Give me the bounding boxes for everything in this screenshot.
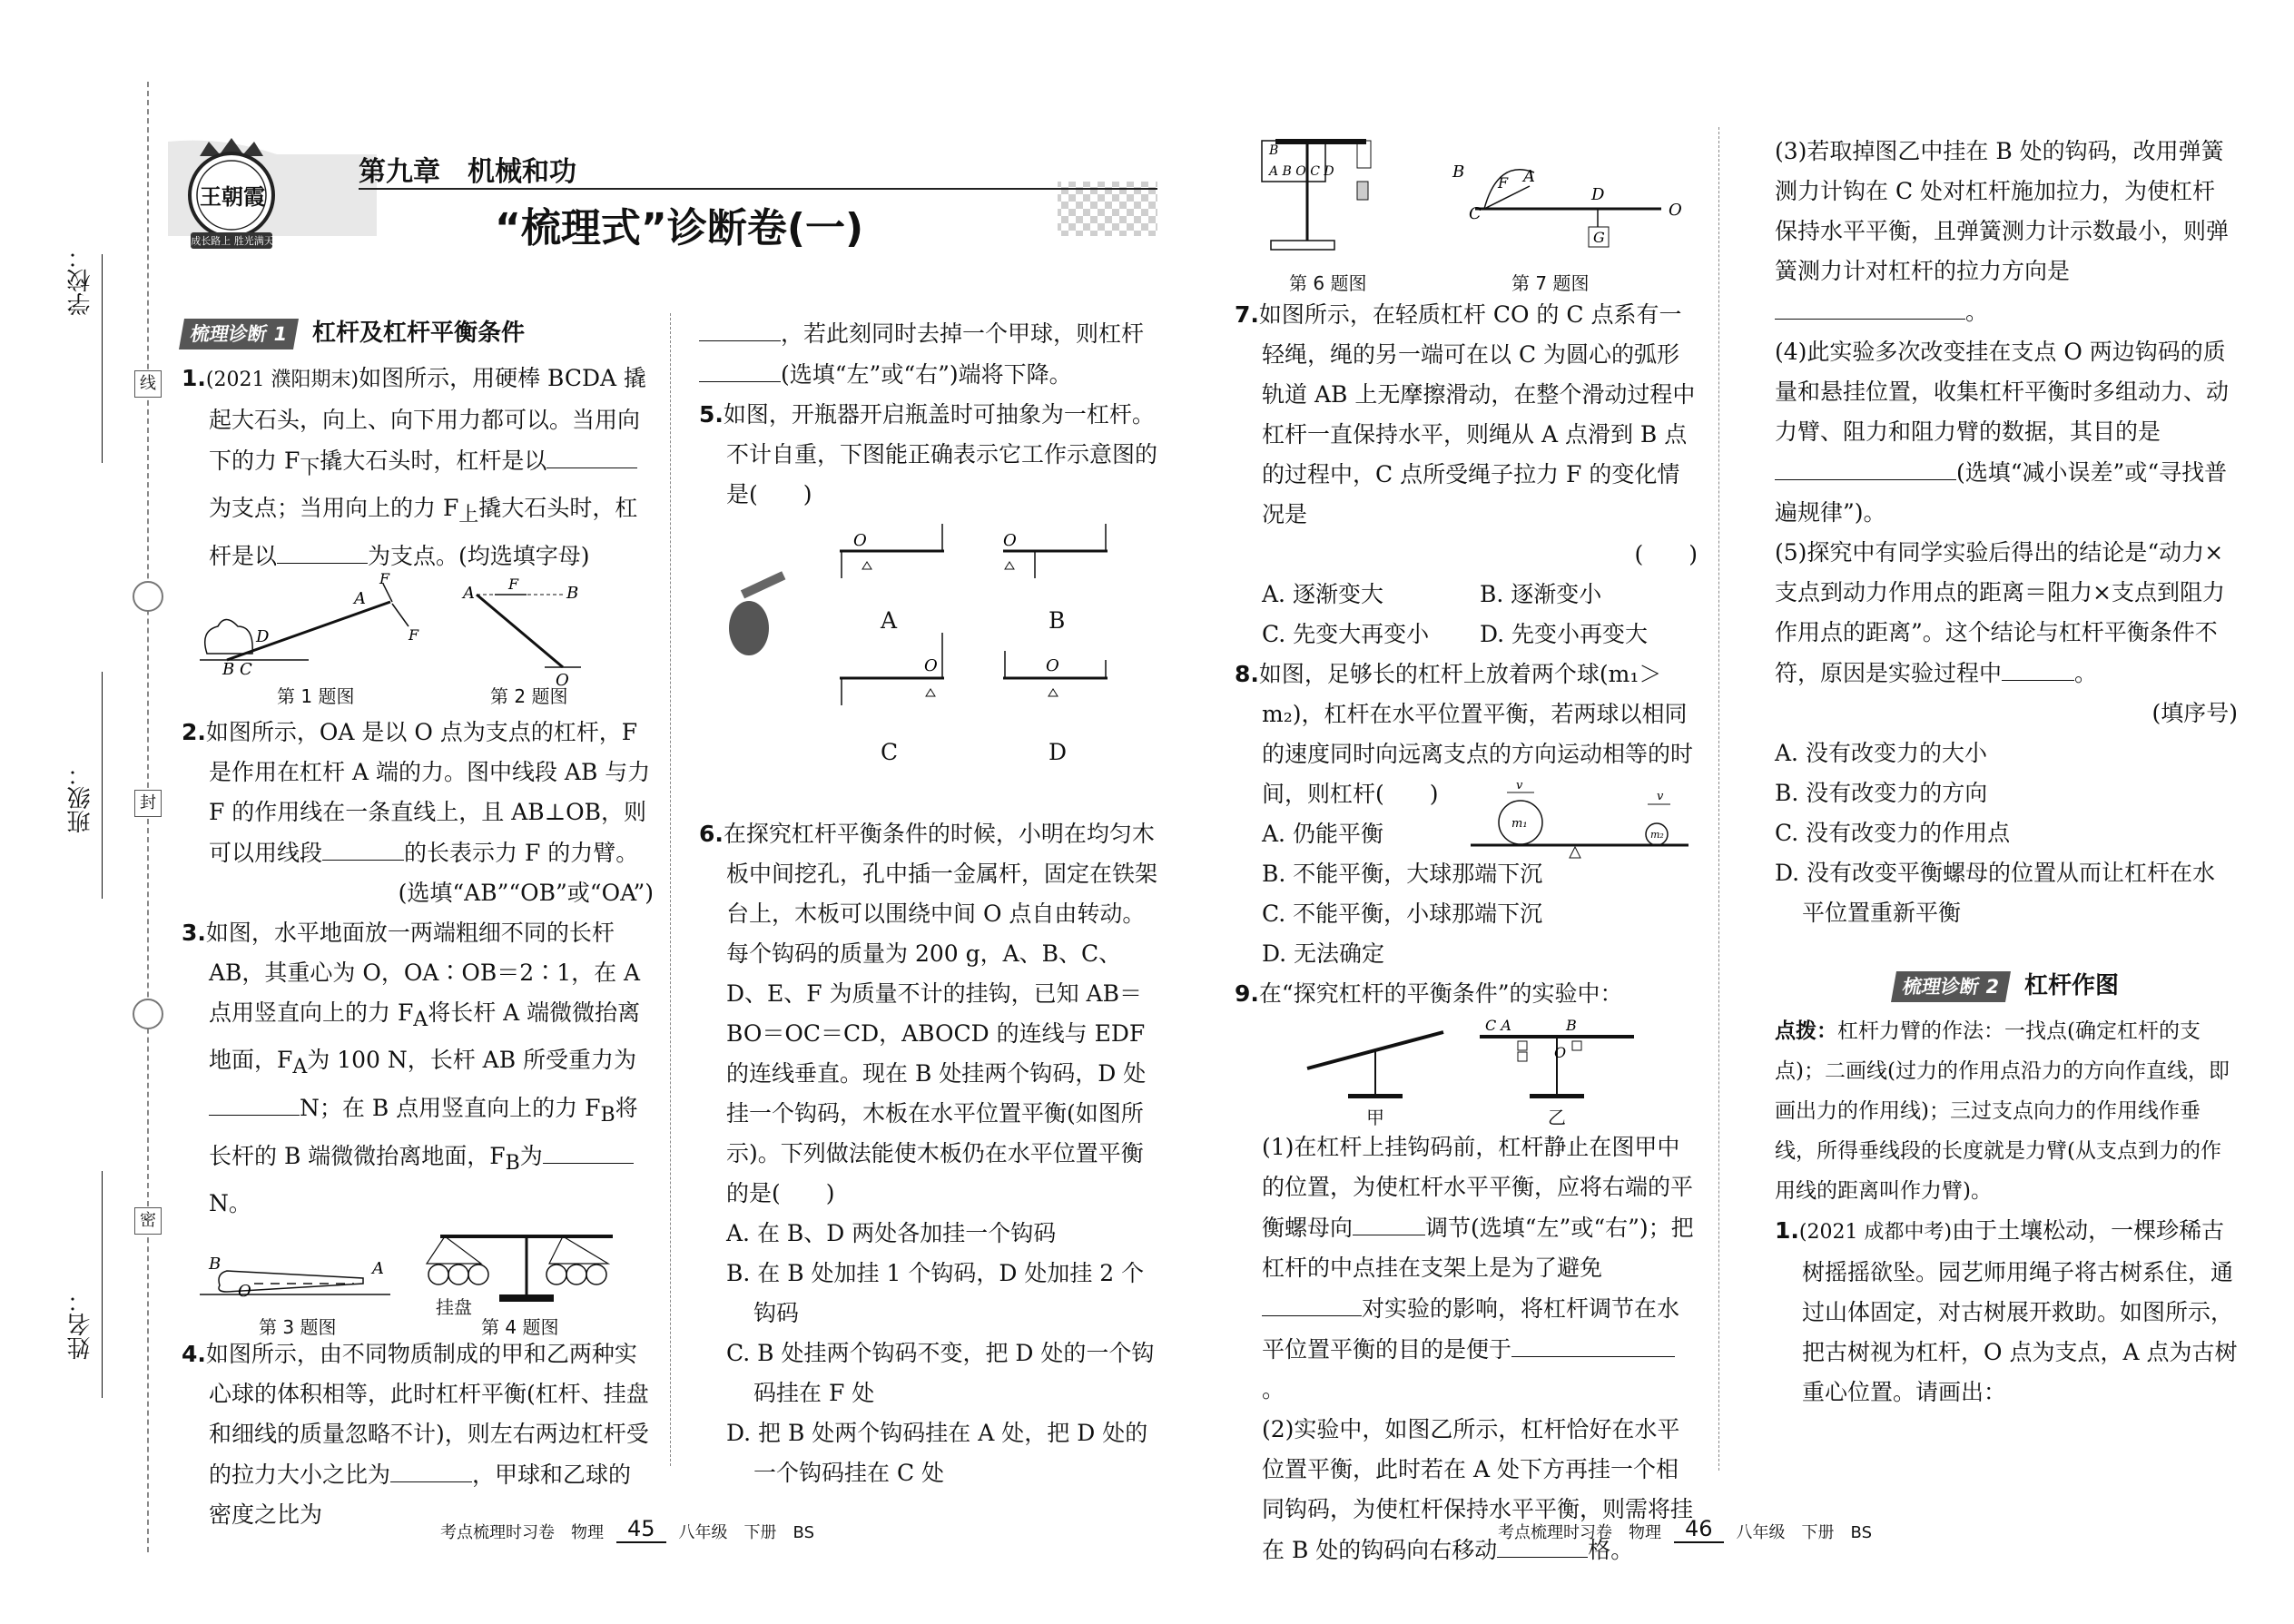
question-text: 为支点。(均选填字母): [368, 543, 590, 569]
question-text: 撬大石头时，杠杆是以: [320, 448, 547, 474]
question-number: 3.: [182, 920, 206, 946]
question-number: 5.: [699, 401, 724, 428]
question-5-options-figure: [699, 515, 1162, 814]
question-text: (选填“左”或“右”)端将下降。: [781, 361, 1072, 388]
question-text: ，甲球和乙球的密度之比为: [209, 1462, 632, 1528]
question-text: ，若此刻同时去掉一个甲球，则杠杆: [781, 320, 1145, 347]
question-number: 1.: [1775, 1217, 1799, 1244]
question-text: 如图，水平地面放一两端粗细不同的长杆 AB，其重心为 O，OA∶OB＝2∶1，在 A 点用竖直向上的力 F: [205, 920, 641, 1026]
svg-text:B: B: [1452, 162, 1465, 182]
svg-text:B: B: [566, 584, 579, 603]
svg-text:O: O: [1669, 201, 1682, 220]
column-2: [699, 313, 1162, 1493]
svg-text:O: O: [1046, 656, 1059, 675]
option-item[interactable]: A. 没有改变力的大小: [1775, 740, 1987, 766]
column-3: [1235, 132, 1698, 1570]
question-text: (4)此实验多次改变挂在支点 O 两边钩码的质量和悬挂位置，收集杠杆平衡时多组动力、动力臂、阻力和阻力臂的数据，其目的是: [1775, 339, 2230, 445]
question-hint: (选填“AB”“OB”或“OA”): [398, 880, 654, 906]
lever-options-diagram: [699, 515, 1162, 778]
svg-text:O: O: [556, 671, 569, 690]
answer-blank[interactable]: [2002, 653, 2074, 681]
figure-caption: 第 4 题图: [481, 1316, 559, 1338]
question-text: 如图所示，在轻质杠杆 CO 的 C 点系有一轻绳，绳的另一端可在以 C 为圆心的弧形轨道 AB 上无摩擦滑动，在整个滑动过程中杠杆一直保持水平，则绳从 A 点滑到 B 点的过程中，C 点所受绳子拉力 F 的变化情况是: [1258, 301, 1696, 527]
question-text: N；在 B 点用竖直向上的力 F: [300, 1095, 601, 1121]
subscript: A: [292, 1056, 308, 1078]
question-text: 为: [519, 1143, 543, 1169]
question-hint: (填序号): [2151, 700, 2238, 726]
footer-book: 考点梳理时习卷 物理: [1498, 1523, 1661, 1542]
figure-1-2-diagram: [182, 570, 654, 690]
question-9-part-4: [1775, 332, 2238, 533]
svg-text:O: O: [924, 656, 938, 675]
logo-text: 王朝霞: [200, 183, 265, 210]
question-text: 如图所示，OA 是以 O 点为支点的杠杆，F 是作用在杠杆 A 端的力。图中线段 AB 与力 F 的作用线在一条直线上，且 AB⊥OB，则可以用线段: [205, 719, 651, 866]
question-text: 将长杆 A 端微微抬离地面，F: [209, 999, 641, 1073]
figures-6-7: [1235, 132, 1698, 295]
logo-banner: 成长路上 胜光满天: [191, 235, 274, 247]
option-label[interactable]: D: [1049, 739, 1068, 765]
bind-mark-line: 线: [134, 370, 162, 398]
answer-blank[interactable]: [546, 440, 637, 468]
question-7: [1235, 295, 1698, 535]
question-9-part-3: [1775, 132, 2238, 332]
svg-text:O: O: [238, 1282, 251, 1301]
section-tag: 梳理诊断 2: [1891, 971, 2011, 1002]
question-text: 如图所示，由不同物质制成的甲和乙两种实心球的体积相等，此时杠杆平衡(杠杆、挂盘和细线的质量忽略不计)，则左右两边杠杆受的拉力大小之比为: [205, 1341, 649, 1488]
svg-text:D: D: [256, 627, 270, 646]
tips-label: 点拨：: [1775, 1019, 1837, 1043]
answer-blank[interactable]: [699, 313, 781, 341]
tips-text: 杠杆力臂的作法：一找点(确定杠杆的支点)；二画线(过力的作用点沿力的方向作直线，即画出力的作用线)；三过支点向力的作用线作垂线，所得垂线段的长度就是力臂(从支点到力的作用线的距离叫作力臂)。: [1775, 1019, 2230, 1203]
binding-line: [147, 82, 149, 1552]
page-number: 45: [616, 1516, 666, 1543]
column-divider: [670, 313, 671, 1466]
answer-blank[interactable]: [209, 1088, 300, 1116]
figure-caption: 第 1 题图: [277, 685, 355, 707]
answer-paren[interactable]: ( ): [1634, 541, 1698, 567]
option-label[interactable]: A: [881, 607, 898, 634]
answer-blank[interactable]: [543, 1136, 634, 1164]
question-text: 如图，足够长的杠杆上放着两个球(m₁＞m₂)，杠杆在水平位置平衡，若两球以相同的速度同时向远离支点的方向运动相等的时间，则杠杆( ): [1258, 661, 1694, 807]
svg-text:F: F: [508, 576, 519, 593]
figure-caption: 第 2 题图: [490, 685, 568, 707]
svg-text:F: F: [409, 626, 419, 644]
question-number: 7.: [1235, 301, 1259, 328]
question-9-part-2: [1235, 1410, 1698, 1570]
option-item[interactable]: D. 先变小再变大: [1480, 621, 1649, 647]
question-text: 调节(选填“左”或“右”)；把杠杆的中点挂在支架上是为了避免: [1262, 1215, 1694, 1281]
section-title: 杠杆及杠杆平衡条件: [311, 320, 525, 347]
question-7-options: [1235, 575, 1698, 655]
question-text: N。: [209, 1190, 251, 1216]
svg-text:D: D: [1591, 185, 1605, 204]
figure-caption: 第 3 题图: [259, 1316, 337, 1338]
svg-text:v: v: [1657, 790, 1664, 803]
svg-text:B: B: [1566, 1017, 1577, 1034]
question-text: 撬大石头时，杠杆是以: [209, 495, 638, 569]
question-text: (选填“减小误差”或“寻找普遍规律”)。: [1775, 459, 2228, 526]
question-text: 的长表示力 F 的力臂。: [404, 840, 639, 866]
question-text: 对实验的影响，将杠杆调节在水平位置平衡的目的是便于: [1262, 1295, 1680, 1363]
answer-blank[interactable]: [1353, 1207, 1425, 1235]
option-item[interactable]: D. 无法确定: [1262, 940, 1385, 967]
option-item[interactable]: C. 先变大再变小: [1262, 621, 1430, 647]
question-text: 。: [1965, 299, 1989, 325]
question-6: [699, 814, 1162, 1214]
question-text: (3)若取掉图乙中挂在 B 处的钩码，改用弹簧测力计钩在 C 处对杠杆施加拉力，为使杠杆保持水平平衡，且弹簧测力计示数最小，则弹簧测力计对杠杆的拉力方向是: [1775, 138, 2230, 284]
question-9-options: [1775, 733, 2238, 933]
question-source: (2021 成都中考): [1798, 1221, 1953, 1244]
option-item[interactable]: A. 在 B、D 两处各加挂一个钩码: [726, 1220, 1057, 1246]
footer-book: 考点梳理时习卷 物理: [440, 1523, 604, 1542]
answer-blank[interactable]: [390, 1454, 472, 1482]
option-item[interactable]: B. 没有改变力的方向: [1775, 780, 1988, 806]
question-text: 。: [1262, 1376, 1285, 1403]
svg-text:C: C: [1469, 204, 1482, 223]
subscript: B: [505, 1152, 520, 1175]
figure-caption: 第 6 题图: [1289, 272, 1367, 294]
question-1: [182, 359, 654, 576]
footer-grade: 八年级 下册 BS: [678, 1523, 815, 1542]
answer-blank[interactable]: [1775, 452, 1956, 480]
svg-text:B: B: [1269, 143, 1279, 158]
svg-text:A: A: [354, 589, 366, 608]
figure-8-diagram: [1466, 779, 1693, 863]
svg-text:G: G: [1593, 229, 1605, 246]
answer-blank[interactable]: [699, 354, 781, 382]
figure-9: [1235, 1014, 1698, 1127]
tips: [1775, 1011, 2238, 1211]
question-text: 格。: [1588, 1537, 1634, 1563]
svg-text:A: A: [372, 1259, 384, 1278]
svg-text:C A: C A: [1485, 1017, 1511, 1034]
column-4: [1775, 132, 2238, 1412]
question-text: 如图所示，用硬棒 BCDA 撬起大石头，向上、向下用力都可以。当用向下的力 F: [209, 365, 647, 474]
svg-text:O: O: [1003, 531, 1017, 550]
question-2: [182, 713, 654, 873]
question-5: [699, 395, 1162, 515]
section-title: 杠杆作图: [2023, 972, 2119, 999]
bind-mark-close: 密: [134, 1207, 162, 1235]
column-divider: [1718, 127, 1719, 1471]
footer-right: [1498, 1516, 1872, 1543]
option-label[interactable]: B: [1049, 607, 1066, 634]
question-4-continued: [699, 313, 1162, 395]
question-9-part-5: [1775, 533, 2238, 694]
question-text: 如图，开瓶器开启瓶盖时可抽象为一杠杆。不计自重，下图能正确表示它工作示意图的是( ): [723, 401, 1158, 507]
question-text: 为 100 N，长杆 AB 所受重力为: [307, 1047, 637, 1073]
answer-blank[interactable]: [1775, 291, 1965, 320]
svg-text:v: v: [1516, 779, 1523, 792]
subscript: B: [600, 1104, 615, 1127]
answer-blank[interactable]: [1511, 1329, 1675, 1357]
name-label: 姓名：: [67, 1289, 94, 1360]
figure-caption: 甲: [1366, 1107, 1384, 1128]
option-item[interactable]: A. 逐渐变大: [1262, 581, 1383, 607]
question-text: 在“探究杠杆的平衡条件”的实验中：: [1258, 980, 1623, 1007]
subscript: 上: [458, 504, 479, 527]
school-label: 学校：: [67, 245, 94, 316]
question-number: 8.: [1235, 661, 1259, 687]
question-number: 4.: [182, 1341, 206, 1367]
question-number: 9.: [1235, 980, 1259, 1007]
question-9-part-1: [1235, 1127, 1698, 1410]
figure-6-7-diagram: [1235, 132, 1698, 263]
footer-grade: 八年级 下册 BS: [1736, 1523, 1873, 1542]
question-8-block: [1235, 655, 1698, 974]
question-source: (2021 濮阳期末): [205, 369, 359, 391]
option-item[interactable]: A. 仍能平衡: [1262, 821, 1383, 847]
class-label: 班级：: [67, 763, 94, 833]
svg-text:O: O: [853, 531, 867, 550]
figure-9-diagram: [1235, 1014, 1698, 1100]
footer-left: [440, 1516, 814, 1543]
question-number: 2.: [182, 719, 206, 745]
question-text: 在探究杠杆平衡条件的时候，小明在均匀木板中间挖孔，孔中插一金属杆，固定在铁架台上，木板可以围绕中间 O 点自由转动。每个钩码的质量为 200 g，A、B、C、D、E、F 为质量不计的挂钩，已知 AB＝BO＝OC＝CD，ABOCD 的连线与 EDF 的连线垂直。现在 B 处挂两个钩码，D 处挂一个钩码，木板在水平位置平衡(如图所示)。下列做法能使木板仍在水平位置平衡的是( ): [723, 821, 1158, 1206]
svg-text:O: O: [1554, 1044, 1567, 1061]
section2-question-1: [1775, 1211, 2238, 1412]
subscript: 下: [300, 457, 320, 479]
option-item[interactable]: C. 不能平衡，小球那端下沉: [1262, 901, 1543, 927]
svg-text:A B O C D: A B O C D: [1269, 164, 1334, 179]
option-item[interactable]: C. B 处挂两个钩码不变，把 D 处的一个钩码挂在 F 处: [726, 1340, 1155, 1406]
figures-1-2: [182, 570, 654, 713]
question-text: (1)在杠杆上挂钩码前，杠杆静止在图甲中的位置，为使杠杆水平平衡，应将右端的平衡螺母向: [1262, 1134, 1694, 1241]
question-text: 。: [2074, 660, 2098, 686]
class-field[interactable]: [102, 672, 103, 899]
binding-hole-icon: [133, 999, 163, 1029]
figure-label: 挂盘: [436, 1296, 472, 1318]
question-number: 1.: [182, 365, 206, 391]
question-text: 由于土壤松动，一棵珍稀古树摇摇欲坠。园艺师用绳子将古树系住，通过山体固定，对古树展开救助。如图所示，把古树视为杠杆，O 点为支点，A 点为古树重心位置。请画出：: [1802, 1217, 2238, 1405]
question-text: 为支点；当用向上的力 F: [209, 495, 459, 521]
school-field[interactable]: [102, 254, 103, 463]
svg-text:F: F: [379, 570, 390, 587]
figure-3-4-diagram: [182, 1224, 654, 1305]
answer-blank[interactable]: [322, 832, 404, 861]
answer-blank[interactable]: [277, 536, 368, 564]
name-field[interactable]: [102, 1171, 103, 1398]
option-label[interactable]: C: [881, 739, 899, 765]
question-4: [182, 1334, 654, 1535]
figures-3-4: [182, 1224, 654, 1338]
svg-text:m₁: m₁: [1511, 817, 1528, 831]
option-item[interactable]: C. 没有改变力的作用点: [1775, 820, 2011, 846]
subscript: A: [413, 1009, 428, 1031]
svg-text:m₂: m₂: [1650, 829, 1664, 841]
page-number: 46: [1674, 1516, 1724, 1543]
svg-text:B: B: [209, 1255, 222, 1274]
option-item[interactable]: B. 不能平衡，大球那端下沉: [1262, 861, 1543, 887]
option-item[interactable]: D. 没有改变平衡螺母的位置从而让杠杆在水平位置重新平衡: [1775, 860, 2216, 926]
chapter-title: 第九章 机械和功: [359, 156, 576, 188]
figure-caption: 乙: [1548, 1107, 1566, 1128]
page-title: “梳理式”诊断卷(一): [495, 205, 864, 251]
figure-caption: 第 7 题图: [1511, 272, 1590, 294]
option-item[interactable]: D. 把 B 处两个钩码挂在 A 处，把 D 处的一个钩码挂在 C 处: [726, 1420, 1148, 1486]
option-item[interactable]: B. 在 B 处加挂 1 个钩码，D 处加挂 2 个钩码: [726, 1260, 1145, 1326]
question-text: 将长杆的 B 端微微抬离地面，F: [209, 1095, 638, 1169]
binding-hole-icon: [133, 581, 163, 612]
svg-text:F: F: [1498, 174, 1509, 192]
section-tag: 梳理诊断 1: [179, 319, 299, 349]
answer-blank[interactable]: [1262, 1288, 1362, 1316]
option-item[interactable]: B. 逐渐变小: [1480, 581, 1602, 607]
svg-text:B C: B C: [222, 660, 252, 679]
question-3: [182, 913, 654, 1224]
bind-mark-seal: 封: [134, 790, 162, 817]
svg-text:A: A: [463, 584, 475, 603]
question-9: [1235, 974, 1698, 1014]
question-number: 6.: [699, 821, 724, 847]
question-text: (2)实验中，如图乙所示，杠杆恰好在水平位置平衡，此时若在 A 处下方再挂一个相同钩码，为使杠杆保持水平平衡，则需将挂在 B 处的钩码向右移动: [1262, 1416, 1694, 1563]
question-text: (5)探究中有同学实验后得出的结论是“动力×支点到动力作用点的距离＝阻力×支点到阻力作用点的距离”。这个结论与杠杆平衡条件不符，原因是实验过程中: [1775, 539, 2225, 686]
column-1: [182, 313, 654, 1535]
svg-text:A: A: [1523, 167, 1535, 186]
